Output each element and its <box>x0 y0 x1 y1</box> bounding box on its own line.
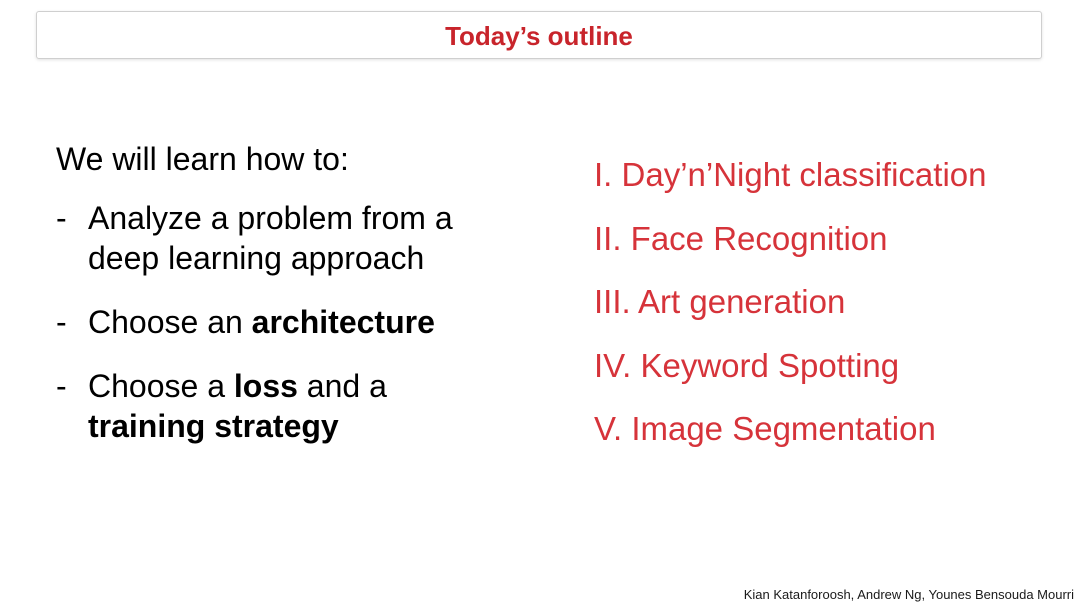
bullet-analyze-line2: deep learning approach <box>88 240 425 276</box>
author-credits: Kian Katanforoosh, Andrew Ng, Younes Bensouda Mourri <box>743 587 1074 602</box>
bullet-dash: - <box>56 368 67 404</box>
outline-list <box>594 155 1064 473</box>
bullet-analyze <box>56 198 526 278</box>
outline-item-5: V. Image Segmentation <box>594 410 936 447</box>
bullet-dash: - <box>56 200 67 236</box>
outline-item-3: III. Art generation <box>594 283 846 320</box>
bullet-architecture-bold: architecture <box>251 304 435 340</box>
bullet-loss-prefix: Choose a <box>88 368 234 404</box>
outline-item-1: I. Day’n’Night classification <box>594 156 987 193</box>
bullet-dash: - <box>56 304 67 340</box>
bullet-loss-bold: loss <box>233 368 298 404</box>
bullet-architecture-prefix: Choose an <box>88 304 252 340</box>
bullet-architecture <box>56 302 526 342</box>
learning-goals <box>56 140 526 470</box>
outline-item-4: IV. Keyword Spotting <box>594 346 900 384</box>
bullet-loss <box>56 366 526 446</box>
slide-title: Today’s outline <box>445 21 633 51</box>
intro-text: We will learn how to: <box>56 141 349 177</box>
bullet-analyze-line1: Analyze a problem from a <box>88 200 453 236</box>
outline-item-2: II. Face Recognition <box>594 219 888 257</box>
bullet-loss-middle: and a <box>297 368 387 404</box>
bullet-training-strategy: training strategy <box>88 408 339 444</box>
slide-title-bar <box>36 11 1042 59</box>
